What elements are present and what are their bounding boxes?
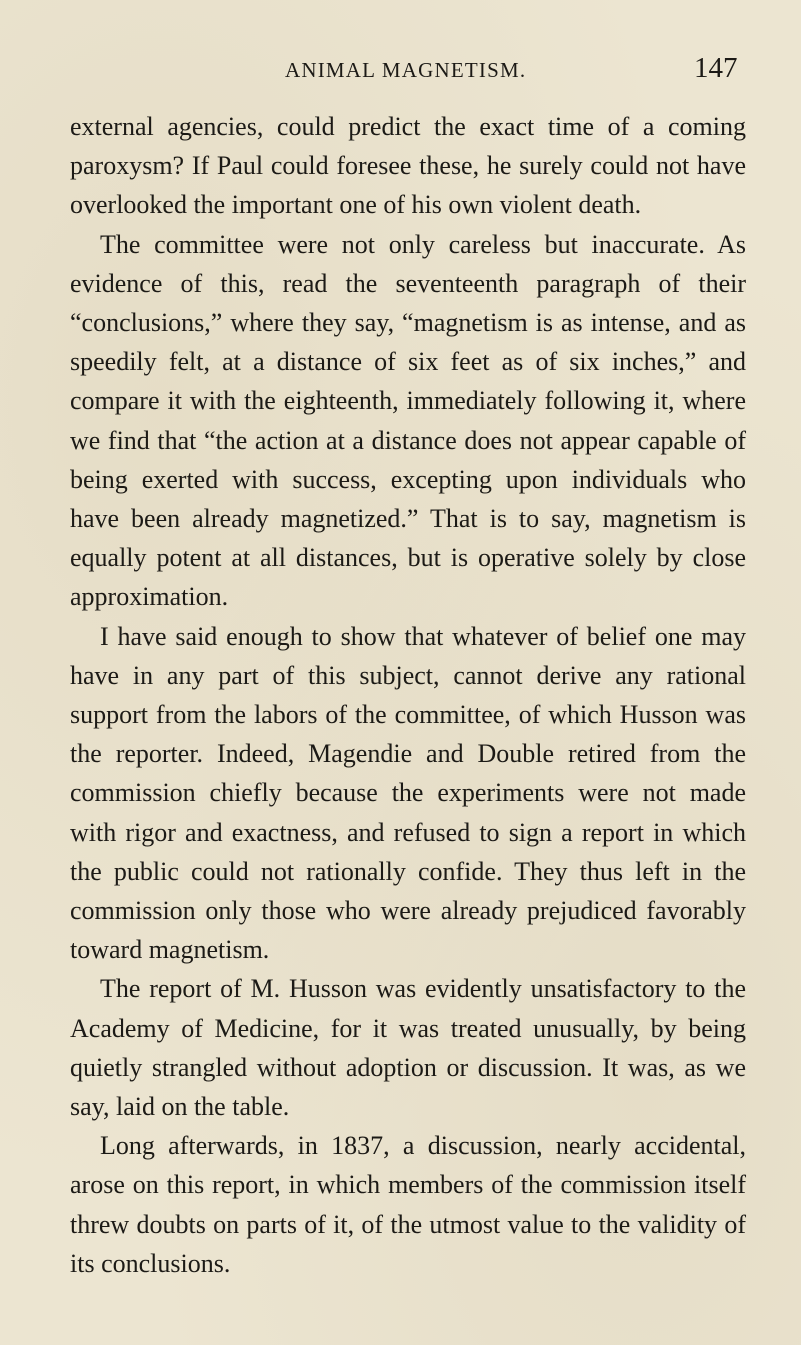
running-title: ANIMAL MAGNETISM. — [285, 58, 527, 82]
paragraph: Long afterwards, in 1837, a discussion, nearly accidental, arose on this report, in which members of the commission itself threw doubts on parts of it, of the utmost value to the validity of its conclusions. — [70, 1131, 746, 1278]
body-text — [70, 107, 746, 1283]
page-number: 147 — [694, 52, 738, 84]
page-header — [0, 52, 801, 98]
paragraph: The report of M. Husson was evidently unsatisfactory to the Academy of Medicine, for it was treated unusually, by being quietly strangled without adoption or discussion. It was, as we say, laid on the table. — [70, 974, 746, 1122]
paragraph: external agencies, could predict the exact time of a coming paroxysm? If Paul could foresee these, he surely could not have overlooked the important one of his own violent death. — [70, 112, 746, 220]
paragraph: The committee were not only careless but inaccurate. As evidence of this, read the seventeenth paragraph of their “conclusions,” where they say, “magnetism is as intense, and as speedily felt, at a distance of six feet as of six inches,” and compare it with the eighteenth, immediately following it, where we find that “the action at a distance does not appear capable of being exerted with success, excepting upon individuals who have been already magnetized.” That is to say, magnetism is equally potent at all distances, but is operative solely by close approximation. — [70, 229, 746, 612]
paragraph: I have said enough to show that whatever of belief one may have in any part of this subject, cannot derive any rational support from the labors of the committee, of which Husson was the reporter. Indeed, Magendie and Double retired from the commission chiefly because the experiments were not made with rigor and exactness, and refused to sign a report in which the public could not rationally confide. They thus left in the commission only those who were already prejudiced favorably toward magnetism. — [70, 621, 746, 965]
